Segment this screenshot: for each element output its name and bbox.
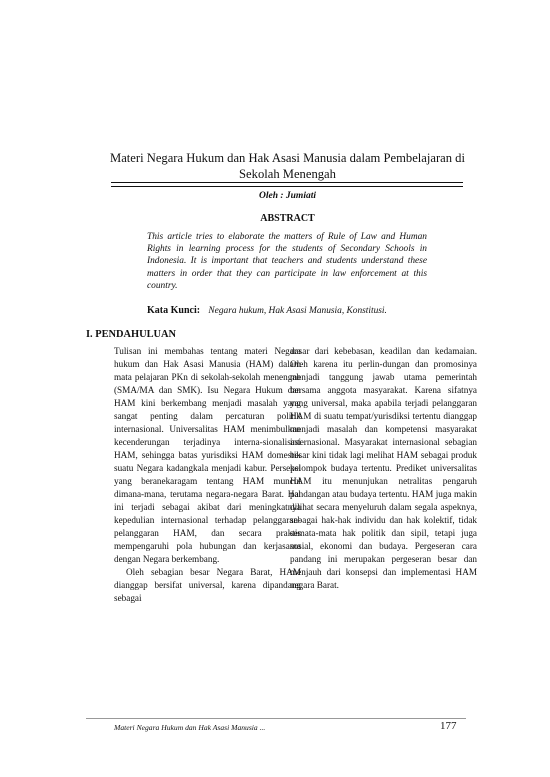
abstract-heading: ABSTRACT bbox=[260, 213, 315, 224]
body-paragraph: Tulisan ini membahas tentang materi Negara hukum dan Hak Asasi Manusia (HAM) dalam mata pelajaran PKn di sekolah-sekolah menengah (SMA/MA dan SMK). Isu Negara Hukum dan HAM kini berkembang menjadi masalah yang sangat penting dalam percaturan politik internasional. Universalitas HAM menimbulkan kecenderungan terjadinya interna-sionalisasi HAM, sehingga batas yurisdiksi HAM domestik suatu Negara kadangkala menjadi kabur. Persepsi yang beranekaragam tentang HAM muncul dimana-mana, terutama negara-negara Barat. Hal ini terjadi sebagai akibat dari meningkatnya kepedulian internasional terhadap pelanggaran-pelanggaran HAM, dan secara praktis mempengaruhi pola hubungan dan kerjasama dengan Negara berkembang. bbox=[114, 346, 301, 564]
paper-title: Materi Negara Hukum dan Hak Asasi Manusia dalam Pembelajaran di Sekolah Menengah bbox=[110, 151, 465, 181]
keywords-line bbox=[147, 305, 447, 316]
abstract-text: This article tries to elaborate the matters of Rule of Law and Human Rights in learning process for the students of Secondary Schools in Indonesia. It is important that teachers and students understand these matters in order that they can participate in law enforcement at this country. bbox=[147, 232, 427, 291]
keywords-label: Kata Kunci: bbox=[147, 305, 201, 316]
running-footer: Materi Negara Hukum dan Hak Asasi Manusia ... bbox=[114, 723, 266, 732]
right-column bbox=[290, 345, 477, 592]
body-paragraph: Oleh sebagian besar Negara Barat, HAM dianggap bersifat universal, karena dipandang sebagai bbox=[114, 567, 301, 603]
footer-divider bbox=[86, 718, 466, 719]
section-heading: I. PENDAHULUAN bbox=[86, 329, 177, 340]
title-separator bbox=[111, 182, 463, 187]
keywords-value: Negara hukum, Hak Asasi Manusia, Konstitusi. bbox=[208, 306, 387, 316]
page-number: 177 bbox=[440, 720, 457, 732]
body-paragraph: dasar dari kebebasan, keadilan dan kedamaian. Oleh karena itu perlin-dungan dan promosinya menjadi tanggung jawab utama pemerintah bersama anggota masyarakat. Karena sifatnya yang universal, maka apabila terjadi pelanggaran HAM di suatu tempat/yurisdiksi tertentu dianggap menjadi masalah dan kompetensi masyarakat internasional. Masyarakat internasional sebagian besar kini tidak lagi melihat HAM sebagai produk kelompok budaya tertentu. Prediket universalitas HAM itu menunjukan netralitas pengaruh pandangan atau budaya tertentu. HAM juga makin dilihat secara menyeluruh dalam segala aspeknya, sebagai hak-hak individu dan hak kolektif, tidak semata-mata hak politik dan sipil, tetapi juga sosial, ekonomi dan budaya. Pergeseran cara pandang ini merupakan pergeseran besar dan menjauh dari konsepsi dan implementasi HAM negara Barat. bbox=[290, 346, 477, 590]
left-column bbox=[114, 345, 301, 605]
author-line: Oleh : Jumiati bbox=[258, 191, 316, 201]
